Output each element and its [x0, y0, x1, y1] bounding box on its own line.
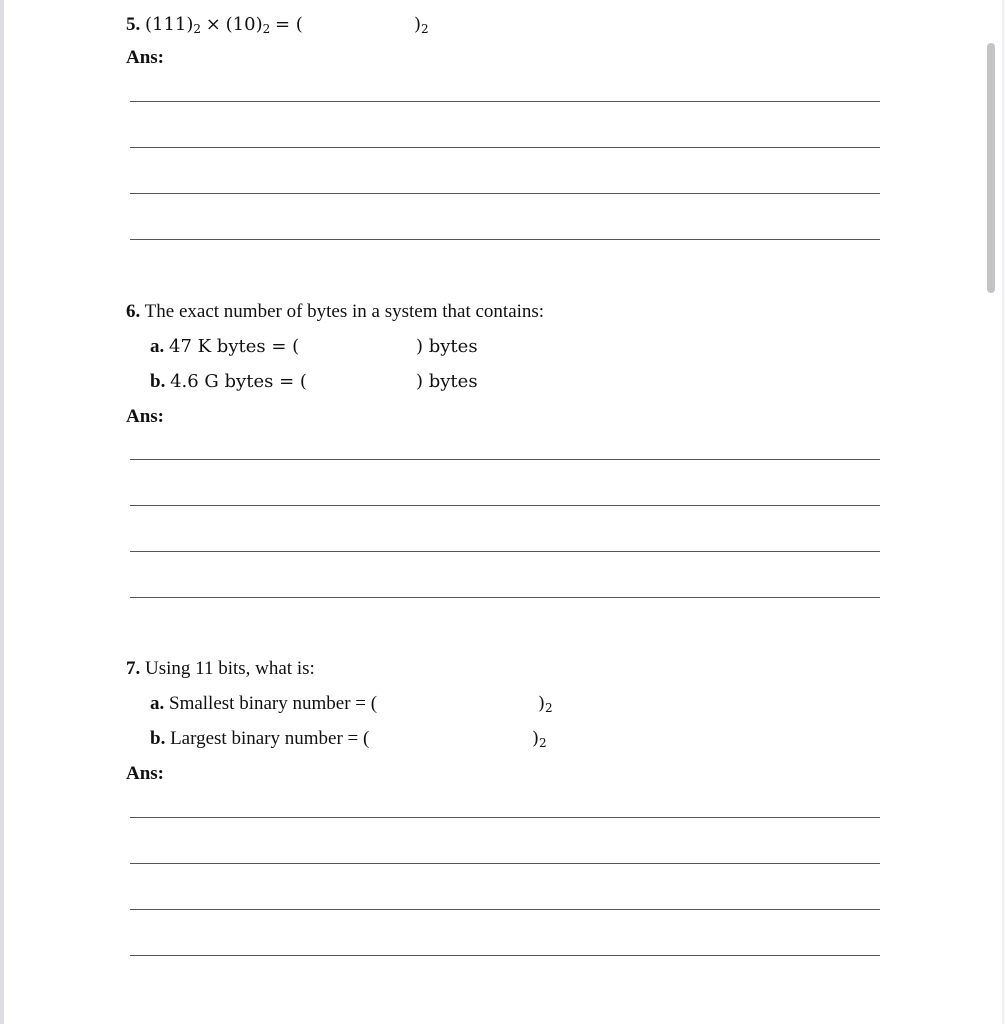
q7-prompt: Using 11 bits, what is:	[145, 658, 315, 679]
q6-prompt: The exact number of bytes in a system that contains:	[144, 301, 545, 322]
q6-answer-line-4[interactable]	[130, 597, 880, 598]
q5-ans-label: Ans:	[126, 47, 165, 68]
q5-answer-line-1[interactable]	[130, 101, 880, 102]
q6-question	[126, 301, 544, 323]
scrollbar-thumb[interactable]	[987, 43, 995, 293]
q5-times: ×	[205, 14, 221, 35]
q5-answer-line-2[interactable]	[130, 147, 880, 148]
q5-operand1: $(111)_2$	[145, 14, 202, 36]
document-page	[4, 0, 1002, 1024]
q6-b-text: 4.6 G bytes = (	[170, 371, 307, 392]
q6-b-label: b.	[150, 371, 166, 392]
q6-a-label: a.	[150, 336, 165, 357]
q7-b-close: )$_2$	[532, 728, 547, 750]
q5-equals-open: = (	[274, 14, 303, 35]
q5-answer-line-3[interactable]	[130, 193, 880, 194]
q7-part-a	[150, 693, 377, 715]
q7-a-text: Smallest binary number = (	[169, 693, 378, 714]
q7-a-label: a.	[150, 693, 165, 714]
q7-part-b	[150, 728, 369, 750]
q7-answer-line-2[interactable]	[130, 863, 880, 864]
q7-a-close: )$_2$	[538, 693, 553, 715]
q7-b-text: Largest binary number = (	[170, 728, 370, 749]
q6-part-a	[150, 336, 299, 358]
q7-answer-line-4[interactable]	[130, 955, 880, 956]
q7-answer-line-1[interactable]	[130, 817, 880, 818]
q6-number: 6.	[126, 301, 141, 322]
q7-number: 7.	[126, 658, 141, 679]
q6-part-b	[150, 371, 307, 393]
q5-number: 5.	[126, 14, 141, 35]
q6-answer-line-2[interactable]	[130, 505, 880, 506]
q7-answer-line-3[interactable]	[130, 909, 880, 910]
q7-ans-label: Ans:	[126, 763, 165, 784]
q5-result-close: )$_2$	[414, 14, 429, 36]
q6-b-close: ) bytes	[416, 371, 478, 392]
q6-ans-label: Ans:	[126, 406, 165, 427]
q5-question	[126, 14, 303, 36]
q6-answer-line-1[interactable]	[130, 459, 880, 460]
q6-answer-line-3[interactable]	[130, 551, 880, 552]
q7-b-label: b.	[150, 728, 166, 749]
q7-question	[126, 658, 315, 680]
q6-a-text: 47 K bytes = (	[169, 336, 300, 357]
q6-a-close: ) bytes	[416, 336, 478, 357]
q5-operand2: $(10)_2$	[225, 14, 271, 36]
q5-answer-line-4[interactable]	[130, 239, 880, 240]
